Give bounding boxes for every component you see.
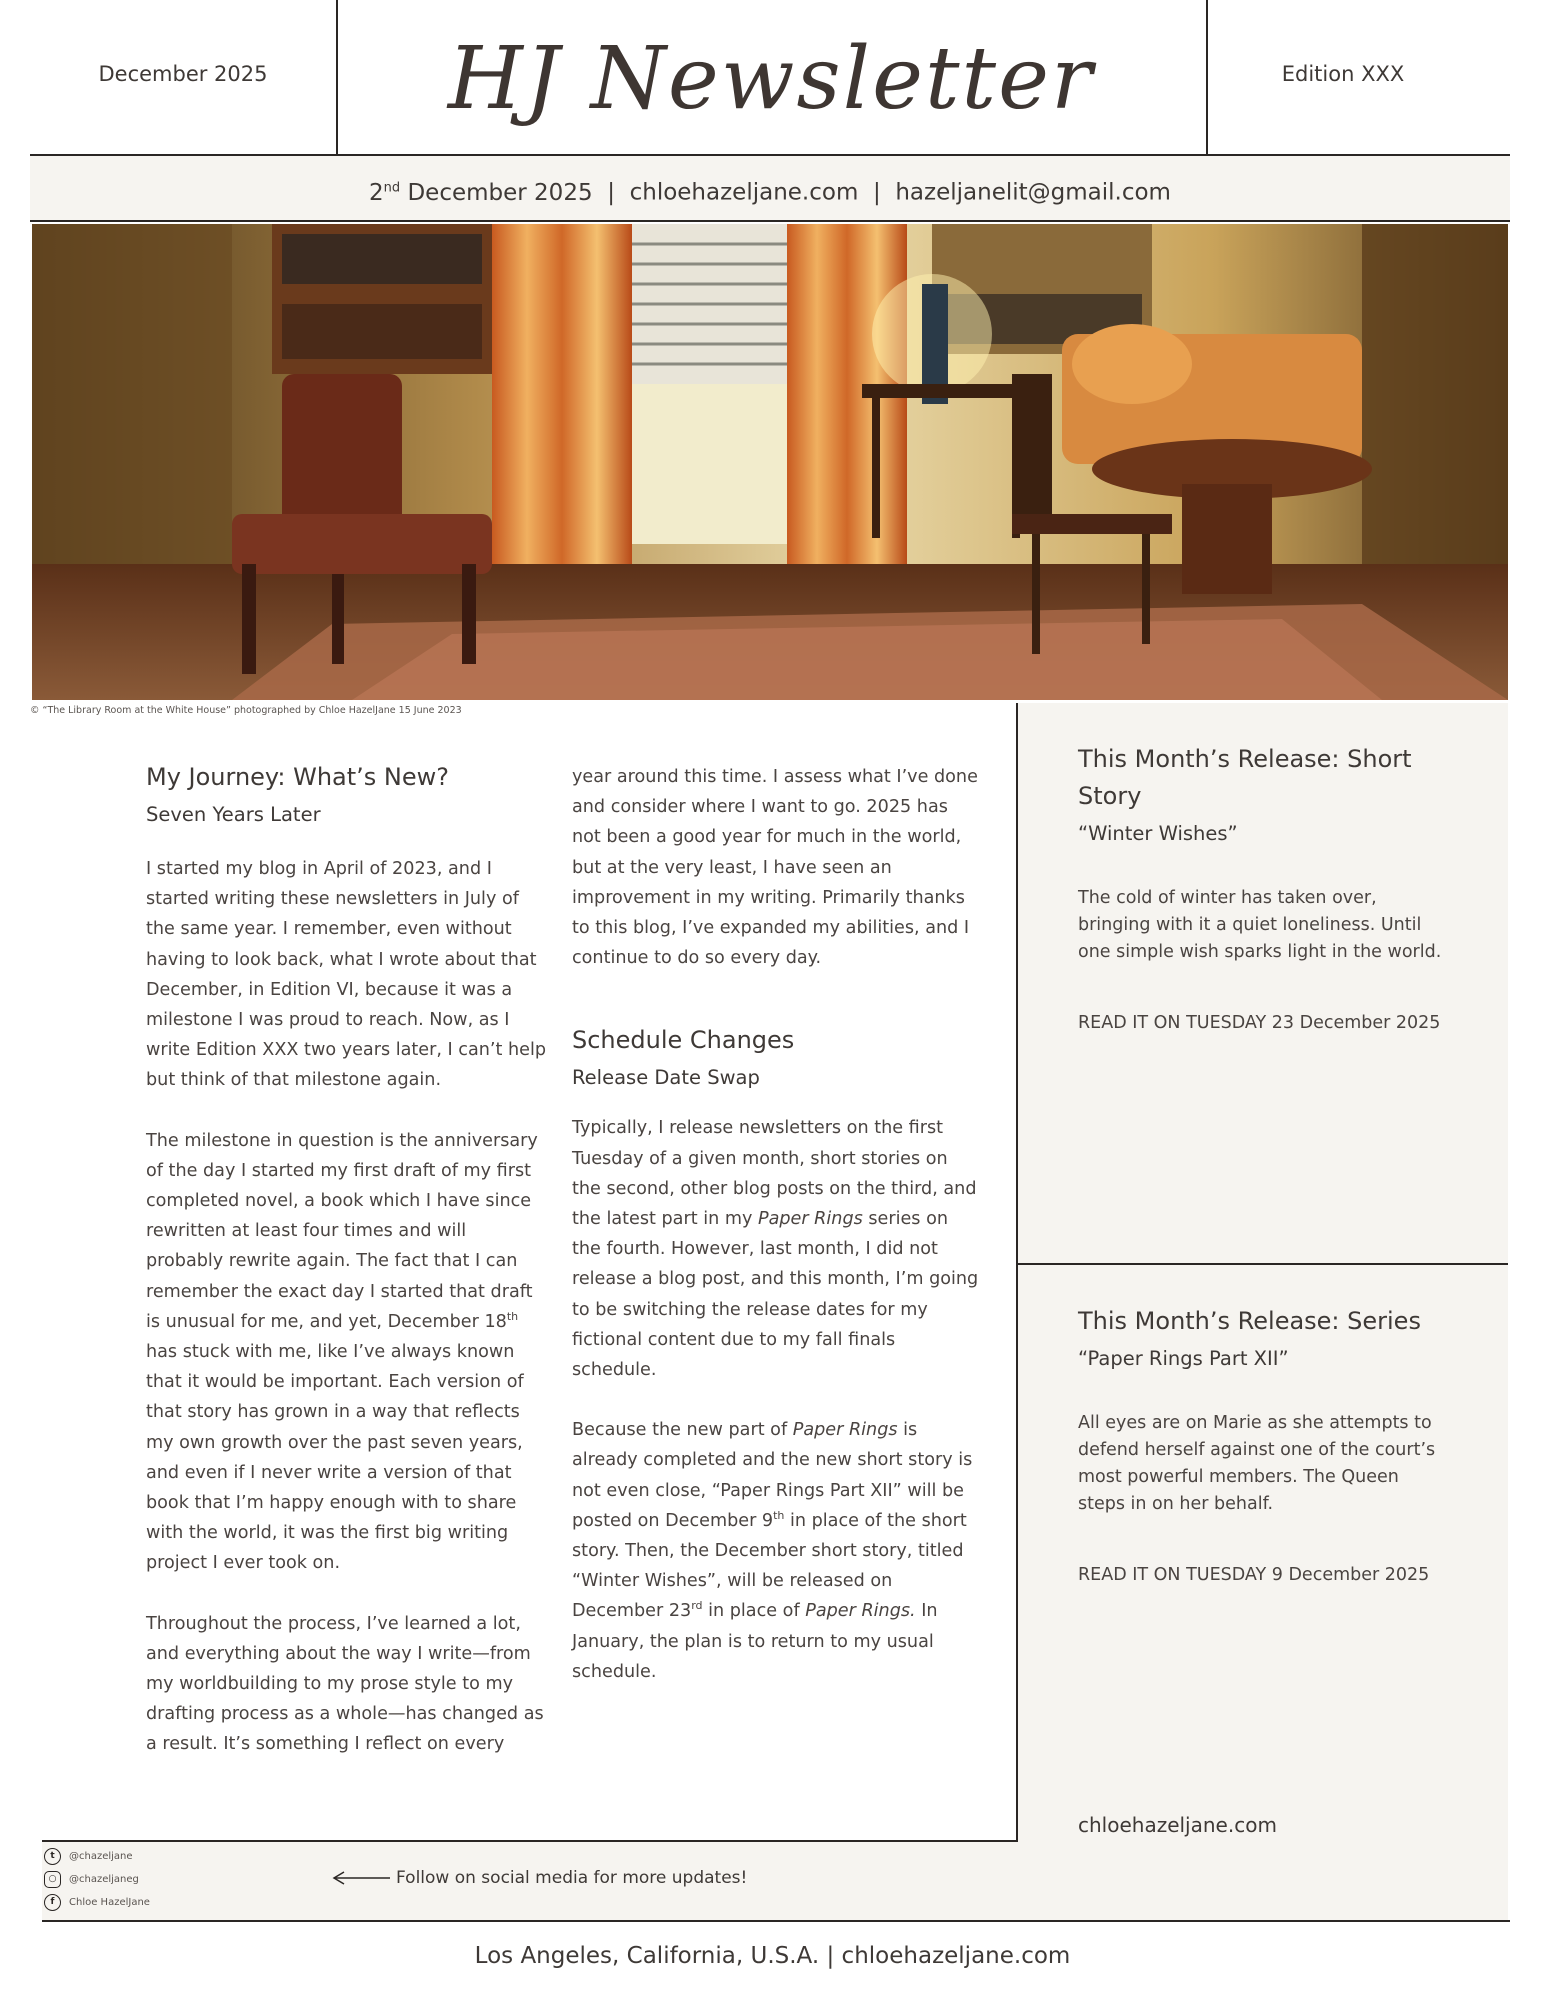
journey-paragraph-3: Throughout the process, I’ve learned a lot, and everything about the way I write—from my worldbuilding to my prose style to my drafting process as a whole—has changed as a result. It’s something I reflect on every	[146, 1613, 544, 1755]
journey-paragraph-3-continued: year around this time. I assess what I’ve done and consider where I want to go. 2025 has not been a good year for much in the world, but at the very least, I have seen an improvement in my writing. Primarily thanks to this blog, I’ve expanded my abilities, and I continue to do so every day.	[572, 767, 978, 969]
library-room-photo	[32, 224, 1508, 700]
social-strip	[42, 1842, 1018, 1920]
photo-credit: © “The Library Room at the White House” photographed by Chloe HazelJane 15 June 2023	[30, 705, 462, 716]
arrow-left-icon	[332, 1870, 392, 1886]
short-story-title: This Month’s Release: Short Story	[1078, 745, 1412, 810]
header-date: December 2025	[98, 62, 268, 86]
series-description: All eyes are on Marie as she attempts to defend herself against one of the court’s most powerful members. The Queen steps in on her behalf.	[1078, 1413, 1436, 1514]
journey-paragraph-1: I started my blog in April of 2023, and I started writing these newsletters in July of the same year. I remember, even without having to look back, what I wrote about that December, in Edition VI, because it was a milestone I was proud to reach. Now, as I write Edition XXX two years later, I can’t help but think of that milestone again.	[146, 859, 547, 1091]
journey-column	[146, 760, 546, 1790]
short-story-release-date: READ IT ON TUESDAY 23 December 2025	[1078, 1013, 1441, 1033]
schedule-paragraph-2: Because the new part of Paper Rings is already completed and the new short story is not even close, “Paper Rings Part XII” will be posted on December 9th in place of the short story. Then, the December short story, titled “Winter Wishes”, will be released on December 23rd in place of Paper Rings. In January, the plan is to return to my usual schedule.	[572, 1420, 973, 1682]
footer-location: Los Angeles, California, U.S.A. | chloehazeljane.com	[474, 1943, 1071, 1969]
social-instagram[interactable]	[44, 1869, 139, 1889]
header-rule-bottom	[30, 220, 1510, 222]
twitter-handle: @chazeljane	[69, 1850, 133, 1862]
journey-paragraph-2: The milestone in question is the anniversary of the day I started my first draft of my first completed novel, a book which I have since rewritten at least four times and will probably rewrite again. The fact that I can remember the exact day I started that draft is unusual for me, and yet, December 18th has stuck with me, like I’ve always known that it would be important. Each version of that story has grown in a way that reflects my own growth over the past seven years, and even if I never write a version of that book that I’m happy enough with to share with the world, it was the first big writing project I ever took on.	[146, 1130, 538, 1574]
schedule-subheading: Release Date Swap	[572, 1066, 760, 1090]
header-edition: Edition XXX	[1281, 62, 1405, 86]
info-bar: 2nd December 2025 | chloehazeljane.com | hazeljanelit@gmail.com	[30, 156, 1510, 220]
follow-text: Follow on social media for more updates!	[396, 1868, 748, 1888]
social-facebook[interactable]	[44, 1892, 150, 1912]
sidebar-website-link[interactable]: chloehazeljane.com	[1078, 1813, 1277, 1837]
series-release	[1078, 1303, 1448, 1589]
social-twitter[interactable]	[44, 1846, 133, 1866]
series-name: “Paper Rings Part XII”	[1078, 1347, 1289, 1370]
footer-rule	[42, 1920, 1510, 1922]
instagram-handle: @chazeljaneg	[69, 1873, 139, 1885]
short-story-description: The cold of winter has taken over, bringing with it a quiet loneliness. Until one simple wish sparks light in the world.	[1078, 888, 1442, 962]
masthead-title: HJ Newsletter	[447, 29, 1095, 129]
schedule-heading: Schedule Changes	[572, 1026, 795, 1055]
website-link[interactable]: chloehazeljane.com	[629, 179, 859, 206]
series-release-date: READ IT ON TUESDAY 9 December 2025	[1078, 1565, 1430, 1585]
issue-date: 2nd December 2025	[369, 179, 593, 206]
journey-heading: My Journey: What’s New?	[146, 763, 450, 791]
email-link[interactable]: hazeljanelit@gmail.com	[895, 179, 1171, 206]
sidebar-section-divider	[1018, 1263, 1508, 1265]
facebook-handle: Chloe HazelJane	[69, 1896, 150, 1908]
twitter-icon: t	[44, 1848, 61, 1865]
instagram-icon: ○	[44, 1871, 61, 1888]
schedule-paragraph-1: Typically, I release newsletters on the first Tuesday of a given month, short stories on the second, other blog posts on the third, and the latest part in my Paper Rings series on the fourth. However, last month, I did not release a blog post, and this month, I’m going to be switching the release dates for my fictional content due to my fall finals schedule.	[572, 1118, 979, 1381]
facebook-icon: f	[44, 1894, 61, 1911]
series-title: This Month’s Release: Series	[1078, 1307, 1421, 1335]
follow-prompt	[332, 1868, 747, 1888]
short-story-release	[1078, 741, 1448, 1037]
sidebar	[1018, 703, 1508, 1921]
short-story-name: “Winter Wishes”	[1078, 822, 1238, 845]
middle-column	[572, 762, 982, 1717]
journey-subheading: Seven Years Later	[146, 803, 321, 826]
